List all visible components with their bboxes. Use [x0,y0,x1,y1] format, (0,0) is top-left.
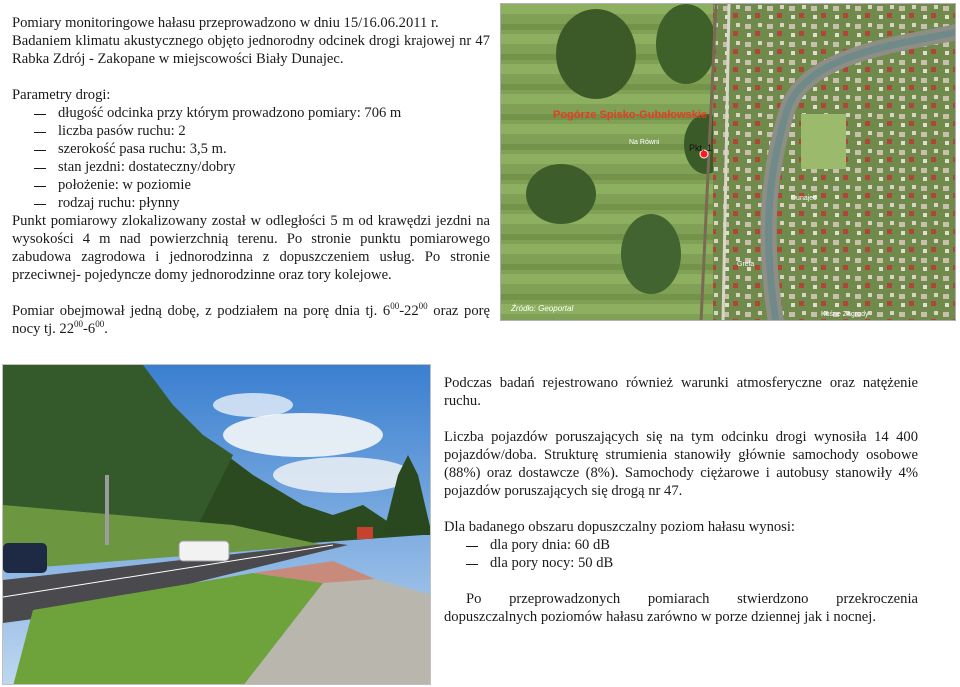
map-place-label: Kośne Zagrody [821,311,869,318]
limits-heading: Dla badanego obszaru dopuszczalny poziom hałasu wynosi: [444,519,795,535]
params-heading: Parametry drogi: [12,87,111,103]
limit-item: dla pory nocy: 50 dB [444,554,918,572]
map-place-label: Dunajec [791,195,817,202]
traffic-paragraph: Liczba pojazdów poruszających się na tym odcinku drogi wynosiła 14 400 pojazdów/doba. Strukturę strumienia stanowiły głównie samochody osobowe (88%) oraz dostawcze (8%). Samochody ciężarowe i autobusy stanowiły 4% pojazdów poruszających się drogą nr 47. [444,429,918,499]
param-item: rodzaj ruchu: płynny [12,194,490,212]
intro-date-line: Pomiary monitoringowe hałasu przeprowadzono w dniu 15/16.06.2011 r. [12,15,439,31]
map-source-label: Źródło: Geoportal [511,304,574,313]
params-list [12,104,490,212]
measurement-point-label: Pkt. 1 [689,143,713,153]
map-place-label: Grela [737,261,755,268]
weather-paragraph: Podczas badań rejestrowano również warunki atmosferyczne oraz natężenie ruchu. [444,375,918,409]
param-item: stan jezdni: dostateczny/dobry [12,158,490,176]
right-text-column [444,374,918,626]
param-item: położenie: w poziomie [12,176,490,194]
conclusion-paragraph: Po przeprowadzonych pomiarach stwierdzono przekroczenia dopuszczalnych poziomów hałasu zarówno w porze dziennej jak i nocnej. [444,591,918,625]
param-item: długość odcinka przy którym prowadzono pomiary: 706 m [12,104,490,122]
road-photo [2,364,431,685]
limits-list [444,536,918,572]
intro-scope-line: Badaniem klimatu akustycznego objęto jednorodny odcinek drogi krajowej nr 47 Rabka Zdrój - Zakopane w miejscowości Biały Dunajec. [12,33,490,67]
period-paragraph: Pomiar obejmował jedną dobę, z podziałem na porę dnia tj. $6^{00}-22^{00}$ oraz porę nocy tj. $22^{00}-6^{00}$. [12,301,490,337]
param-item: szerokość pasa ruchu: 3,5 m. [12,140,490,158]
main-text-column [12,14,490,338]
map-region-title: Pogórze Spisko-Gubałowskie [553,109,708,121]
location-paragraph: Punkt pomiarowy zlokalizowany został w odległości 5 m od krawędzi jezdni na wysokości 4 m nad powierzchnią terenu. Po stronie punktu pomiarowego zabudowa zagrodowa i jednorodzinna z dopuszczeniem usług. Po stronie przeciwnej- pojedyncze domy jednorodzinne oraz tory kolejowe. [12,213,490,283]
satellite-map [500,3,956,321]
param-item: liczba pasów ruchu: 2 [12,122,490,140]
limit-item: dla pory dnia: 60 dB [444,536,918,554]
map-place-label: Na Równi [629,139,660,146]
